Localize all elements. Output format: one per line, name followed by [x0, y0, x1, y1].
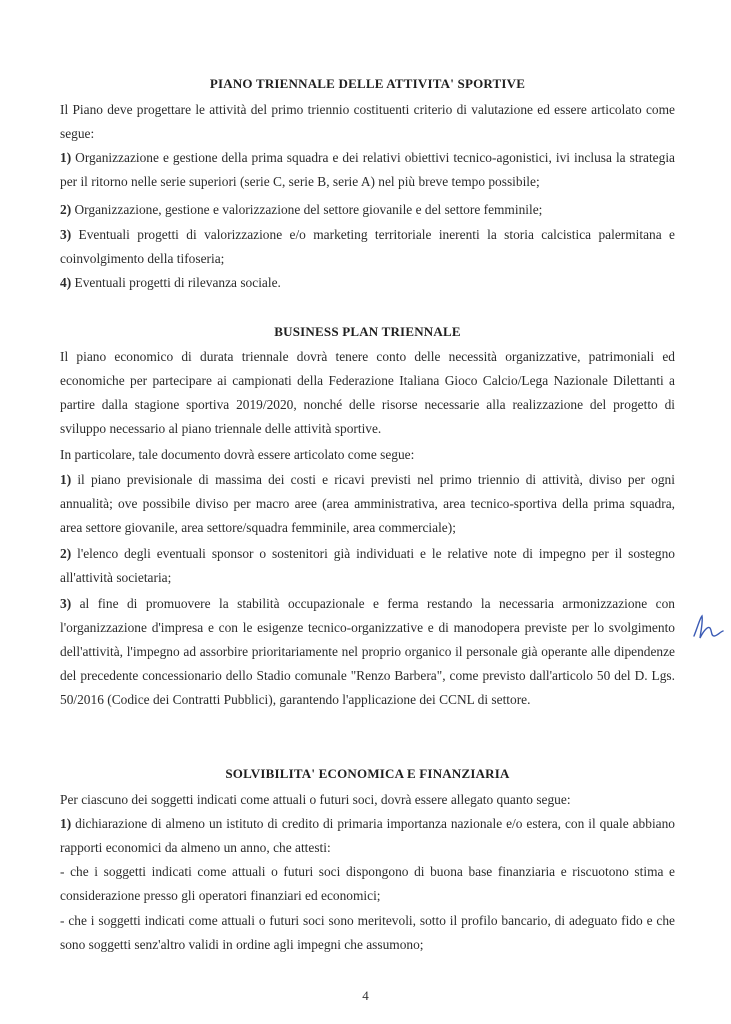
section-title-piano-triennale: PIANO TRIENNALE DELLE ATTIVITA' SPORTIVE — [209, 76, 526, 91]
section3-bullet-1: - che i soggetti indicati come attuali o futuri soci dispongono di buona base finanziaria e riscuotono stima e considerazione presso gli operatori finanziari ed economici; — [60, 864, 675, 903]
item-text: Organizzazione e gestione della prima squadra e dei relativi obiettivi tecnico-agonistici, ivi inclusa la strategia per il ritorno nelle serie superiori (serie C, serie B, serie A) nel più breve tempo possibile; — [60, 150, 675, 189]
section1-item-2 — [60, 198, 675, 222]
item-text: dichiarazione di almeno un istituto di credito di primaria importanza nazionale e/o estera, con il quale abbiano rapporti economici da almeno un anno, che attesti: — [60, 816, 675, 855]
section1-intro: Il Piano deve progettare le attività del primo triennio costituenti criterio di valutazione ed essere articolato come segue: — [60, 102, 675, 141]
item-number: 3) — [60, 596, 72, 611]
section2-item-3 — [60, 592, 675, 712]
section1-item-3 — [60, 223, 675, 271]
section-title-business-plan: BUSINESS PLAN TRIENNALE — [274, 324, 461, 339]
section-title-solvibilita: SOLVIBILITA' ECONOMICA E FINANZIARIA — [225, 766, 510, 781]
section2-item-1 — [60, 468, 675, 540]
item-text: Eventuali progetti di valorizzazione e/o marketing territoriale inerenti la storia calcistica palermitana e coinvolgimento della tifoseria; — [60, 227, 675, 266]
item-number: 2) — [60, 202, 72, 217]
item-number: 4) — [60, 275, 72, 290]
item-number: 1) — [60, 150, 72, 165]
page-number: 4 — [362, 988, 369, 1003]
item-number: 3) — [60, 227, 72, 242]
item-text: Eventuali progetti di rilevanza sociale. — [74, 275, 281, 290]
item-text: l'elenco degli eventuali sponsor o sostenitori già individuati e le relative note di impegno per il sostegno all'attività societaria; — [60, 546, 675, 585]
section2-intro-2: In particolare, tale documento dovrà essere articolato come segue: — [60, 447, 415, 462]
section2-item-2 — [60, 542, 675, 590]
section3-bullet-2: - che i soggetti indicati come attuali o futuri soci sono meritevoli, sotto il profilo bancario, di adeguato fido e che sono soggetti senz'altro validi in ordine agli impegni che assumono; — [60, 913, 675, 952]
item-text: Organizzazione, gestione e valorizzazione del settore giovanile e del settore femminile; — [74, 202, 543, 217]
handwritten-initial-signature — [690, 612, 726, 642]
section1-item-1 — [60, 146, 675, 194]
item-number: 1) — [60, 816, 72, 831]
section3-item-1 — [60, 812, 675, 860]
item-number: 2) — [60, 546, 72, 561]
item-text: il piano previsionale di massima dei costi e ricavi previsti nel primo triennio di attività, diviso per ogni annualità; ove possibile diviso per macro aree (area amministrativa, area tecnico-sportiva della prima squadra, area settore giovanile, area settore/squadra femminile, area commerciale); — [60, 472, 675, 535]
section1-item-4 — [60, 271, 675, 295]
item-number: 1) — [60, 472, 72, 487]
item-text: al fine di promuovere la stabilità occupazionale e ferma restando la necessaria armonizzazione con l'organizzazione d'impresa e con le esigenze tecnico-organizzative e di manodopera previste per lo svolgimento dell'attività, l'impegno ad assorbire prioritariamente nel proprio organico il personale già operante alle dipendenze del precedente concessionario dello Stadio comunale "Renzo Barbera", come previsto dall'articolo 50 del D. Lgs. 50/2016 (Codice dei Contratti Pubblici), garantendo l'applicazione dei CCNL di settore. — [60, 596, 675, 707]
section3-intro: Per ciascuno dei soggetti indicati come attuali o futuri soci, dovrà essere allegato quanto segue: — [60, 792, 571, 807]
section2-intro: Il piano economico di durata triennale dovrà tenere conto delle necessità organizzative, patrimoniali ed economiche per partecipare ai campionati della Federazione Italiana Gioco Calcio/Lega Nazionale Dilettanti a partire dalla stagione sportiva 2019/2020, nonché delle risorse necessarie alla realizzazione del progetto di sviluppo necessario al piano triennale delle attività sportive. — [60, 349, 675, 436]
